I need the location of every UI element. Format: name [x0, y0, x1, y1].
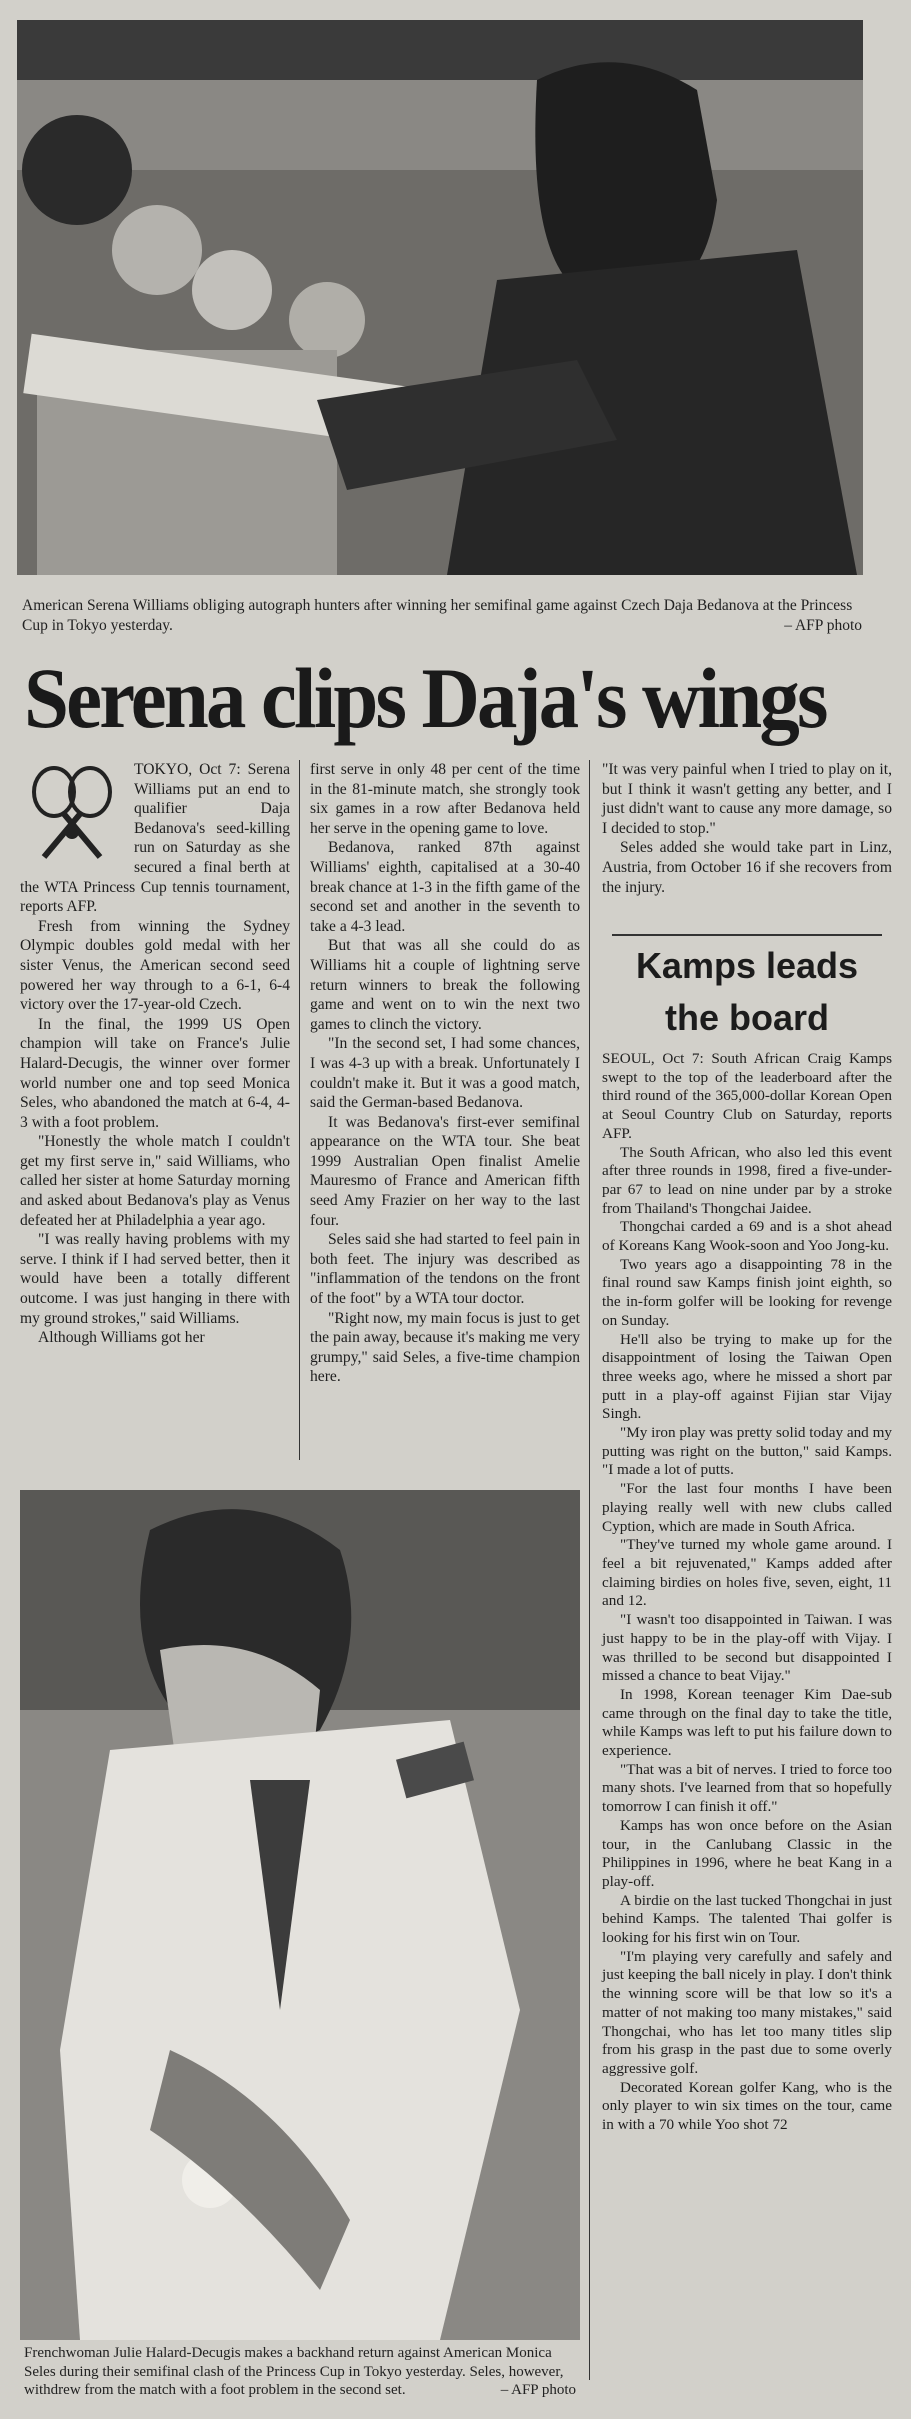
story1-column-2 — [310, 760, 580, 1387]
bottom-photo-caption-text: Frenchwoman Julie Halard-Decugis makes a backhand return against American Monica Seles during their semifinal clash of the Princess Cup in Tokyo yesterday. Seles, however, withdrew from the match with a foot problem in the second set. — [24, 2345, 564, 2398]
paragraph: "For the last four months I have been playing really well with new clubs called Cyption, which are made in South Africa. — [602, 1480, 892, 1535]
paragraph: Two years ago a disappointing 78 in the final round saw Kamps finish joint eighth, so the in-form golfer will be looking for revenge on Sunday. — [602, 1255, 892, 1329]
top-photo-caption-text: American Serena Williams obliging autograph hunters after winning her semifinal game against Czech Daja Bedanova at the Princess Cup in Tokyo yesterday. — [22, 597, 853, 634]
story2-column — [602, 1050, 892, 2135]
paragraph: In 1998, Korean teenager Kim Dae-sub came through on the final day to take the title, while Kamps was left to put his failure down to experience. — [602, 1685, 892, 1760]
paragraph: Although Williams got her — [38, 1329, 205, 1347]
story2-headline — [602, 940, 892, 1044]
paragraph: "I wasn't too disappointed in Taiwan. I was just happy to be in the play-off with Vijay. I was thrilled to be second but disappointed I missed a chance to beat Vijay." — [602, 1611, 892, 1685]
paragraph: SEOUL, Oct 7: South African Craig Kamps swept to the top of the leaderboard after the third round of the 365,000-dollar Korean Open at Seoul Country Club on Saturday, reports AFP. — [602, 1050, 892, 1142]
paragraph: "That was a bit of nerves. I tried to force too many shots. I've learned from that so hopefully tomorrow I can finish it off." — [602, 1760, 892, 1816]
paragraph: "My iron play was pretty solid today and my putting was right on the button," said Kamps. "I made a lot of putts. — [602, 1424, 892, 1479]
bottom-photo-caption — [24, 2344, 576, 2400]
column-rule — [589, 760, 590, 2380]
paragraph: Kamps has won once before on the Asian tour, in the Canlubang Classic in the Philippines in 1996, where he beat Kang in a play-off. — [602, 1816, 892, 1890]
paragraph: Thongchai carded a 69 and is a shot ahead of Koreans Kang Wook-soon and Yoo Jong-ku. — [602, 1218, 892, 1255]
top-photo-caption — [22, 596, 862, 636]
story1-column-3 — [602, 760, 892, 897]
paragraph: Bedanova, ranked 87th against Williams' eighth, capitalised at a 30-40 break chance at 1-3 in the fifth game of the second set and another in the seventh to take a 4-3 lead. — [310, 839, 580, 935]
paragraph: TOKYO, Oct 7: Serena Williams put an end to qualifier Daja Bedanova's seed-killing run on Saturday as she secured a final berth at the WTA Princess Cup tennis tournament, reports AFP. — [20, 761, 290, 916]
main-headline: Serena clips Daja's wings — [24, 650, 826, 746]
paragraph: "It was very painful when I tried to play on it, but I think it wasn't getting any better, and I just didn't want to cause any more damage, so I decided to stop." — [602, 761, 892, 837]
paragraph: Decorated Korean golfer Kang, who is the only player to win six times on the tour, came in with a 70 while Yoo shot 72 — [602, 2078, 892, 2134]
paragraph: Seles added she would take part in Linz, Austria, from October 16 if she recovers from the injury. — [602, 839, 892, 896]
paragraph: "I'm playing very carefully and safely and just keeping the ball nicely in play. I don't think the winning score will be that low so it's a matter of not making too many mistakes," said Thongchai, who has let too many titles slip from his grasp in the past due to some overly aggressive golf. — [602, 1947, 892, 2077]
story2-headline-line-1: Kamps leads — [635, 945, 859, 986]
top-photo-credit: – AFP photo — [784, 617, 862, 634]
paragraph: He'll also be trying to make up for the disappointment of losing the Taiwan Open three weeks ago, where he missed a short par putt in a play-off against Fijian star Vijay Singh. — [602, 1330, 892, 1423]
paragraph: first serve in only 48 per cent of the time in the 81-minute match, she strongly took six games in a row after Bedanova held her serve in the opening game to love. — [310, 761, 580, 837]
story2-top-rule — [612, 934, 882, 936]
paragraph: "Honestly the whole match I couldn't get my first serve in," said Williams, who called her sister at home Saturday morning and asked about Bedanova's play as Venus defeated her at Philadelphia a year ago. — [20, 1133, 290, 1229]
paragraph: In the final, the 1999 US Open champion will take on France's Julie Halard-Decugis, the winner over former world number one and top seed Monica Seles, who abandoned the match at 6-4, 4-3 with a foot problem. — [20, 1015, 290, 1131]
paragraph: "They've turned my whole game around. I feel a bit rejuvenated," Kamps added after claiming birdies on holes five, seven, eight, 11 and 12. — [602, 1536, 892, 1610]
paragraph: It was Bedanova's first-ever semifinal appearance on the WTA tour. She beat 1999 Australian Open finalist Amelie Mauresmo of France and American fifth seed Amy Frazier on her way to the last four. — [310, 1113, 580, 1229]
paragraph: Fresh from winning the Sydney Olympic doubles gold medal with her sister Venus, the American second seed powered her way through to a 6-1, 6-4 victory over the 17-year-old Czech. — [20, 917, 290, 1014]
halard-decugis-photo — [20, 1490, 580, 2340]
paragraph: Seles said she had started to feel pain in both feet. The injury was described as "inflammation of the tendons on the front of the foot" by a WTA tour doctor. — [310, 1231, 580, 1308]
bottom-photo-credit: – AFP photo — [500, 2382, 576, 2398]
paragraph: A birdie on the last tucked Thongchai in just behind Kamps. The talented Thai golfer is looking for his first win on Tour. — [602, 1891, 892, 1947]
paragraph: "I was really having problems with my serve. I think if I had served better, then it would have been a totally different outcome. I was just hanging in there with my ground strokes," said Williams. — [20, 1231, 290, 1327]
tennis-rackets-icon — [20, 762, 124, 862]
paragraph: "Right now, my main focus is just to get the pain away, because it's making me very grumpy," said Seles, a five-time champion here. — [310, 1309, 580, 1386]
paragraph: The South African, who also led this event after three rounds in 1998, fired a five-under-par 67 to lead on nine under par by a stroke from Thailand's Thongchai Jaidee. — [602, 1143, 892, 1217]
story1-column-1 — [20, 760, 290, 1348]
story2-headline-line-2: the board — [664, 997, 829, 1038]
serena-autograph-photo — [17, 20, 863, 575]
paragraph: But that was all she could do as Williams hit a couple of lightning serve return winners to break the following game and went on to win the next two games to clinch the victory. — [310, 937, 580, 1033]
paragraph: "In the second set, I had some chances, I was 4-3 up with a break. Unfortunately I couldn't make it. But it was a good match, said the German-based Bedanova. — [310, 1035, 580, 1112]
column-rule — [299, 760, 300, 1460]
